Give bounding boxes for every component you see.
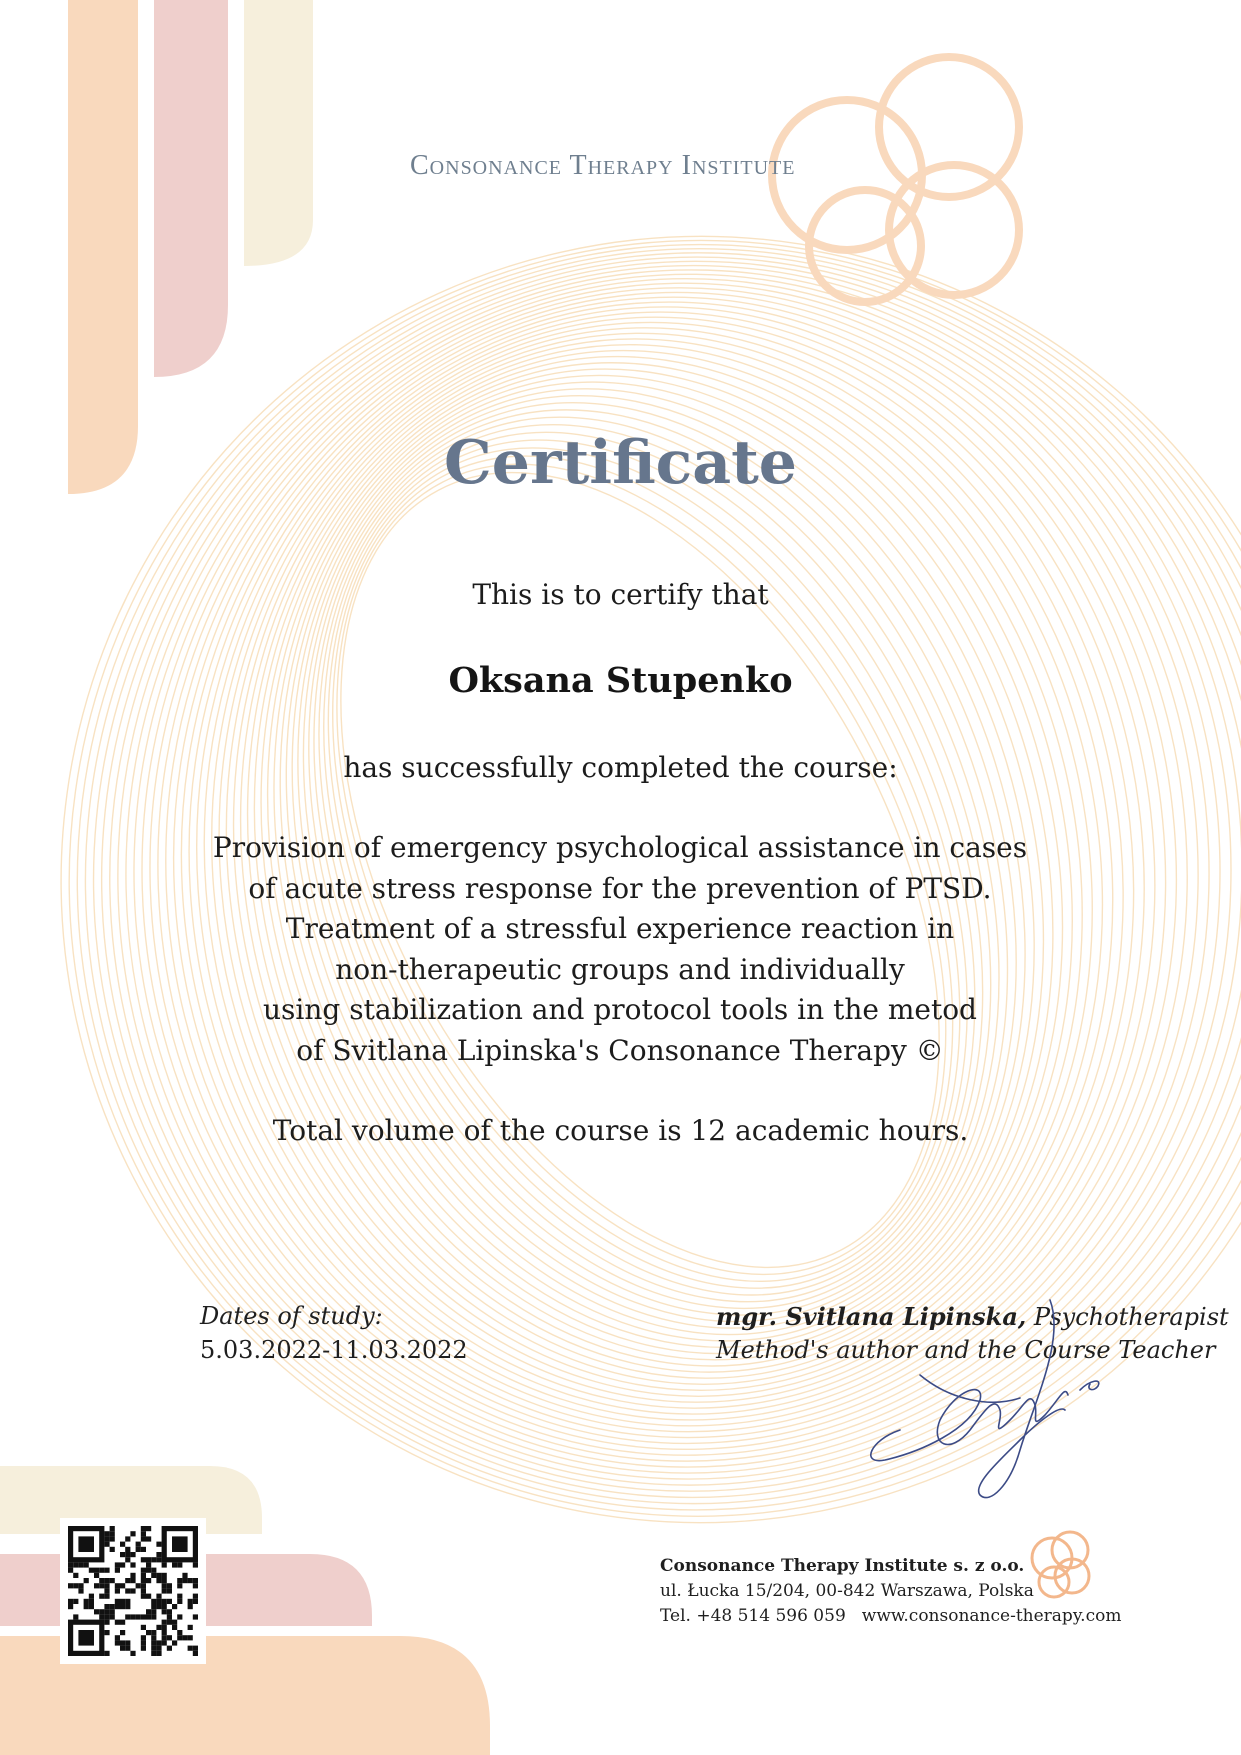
footer-company: Consonance Therapy Institute s. z o.o. — [660, 1556, 1025, 1576]
footer-website[interactable]: www.consonance-therapy.com — [861, 1606, 1122, 1626]
dates-value: 5.03.2022-11.03.2022 — [200, 1336, 468, 1364]
course-line: Provision of emergency psychological assistance in cases — [212, 831, 1028, 864]
completion-text: has successfully completed the course: — [343, 751, 898, 784]
interlocking-circles-logo-icon — [1020, 1528, 1102, 1610]
intro-text: This is to certify that — [472, 578, 769, 611]
peach-bar — [68, 0, 138, 494]
cream-bar — [244, 0, 313, 266]
course-line: of Svitlana Lipinska's Consonance Therapy © — [296, 1033, 944, 1067]
certificate-title: Certificate — [444, 428, 797, 498]
course-line: of acute stress response for the prevention of PTSD. — [248, 871, 992, 905]
recipient-name: Oksana Stupenko — [448, 660, 793, 701]
signer-title: Psychotherapist — [1033, 1303, 1229, 1331]
institute-header: Consonance Therapy Institute — [410, 150, 796, 181]
course-line: Treatment of a stressful experience reaction in — [285, 912, 955, 945]
course-line: non-therapeutic groups and individually — [335, 952, 905, 986]
course-volume: Total volume of the course is 12 academic hours. — [272, 1114, 969, 1147]
qr-code-icon[interactable] — [60, 1518, 206, 1664]
signer-role: Method's author and the Course Teacher — [716, 1336, 1216, 1364]
footer-address: ul. Łucka 15/204, 00-842 Warszawa, Polska — [660, 1581, 1034, 1601]
pink-bar — [154, 0, 228, 377]
course-line: using stabilization and protocol tools in the metod — [263, 993, 977, 1026]
course-description — [170, 828, 1070, 1071]
footer-phone: Tel. +48 514 596 059 — [660, 1606, 846, 1626]
signature — [860, 1280, 1120, 1520]
signer-name: mgr. Svitlana Lipinska, — [716, 1302, 1027, 1331]
dates-label: Dates of study: — [200, 1302, 383, 1330]
